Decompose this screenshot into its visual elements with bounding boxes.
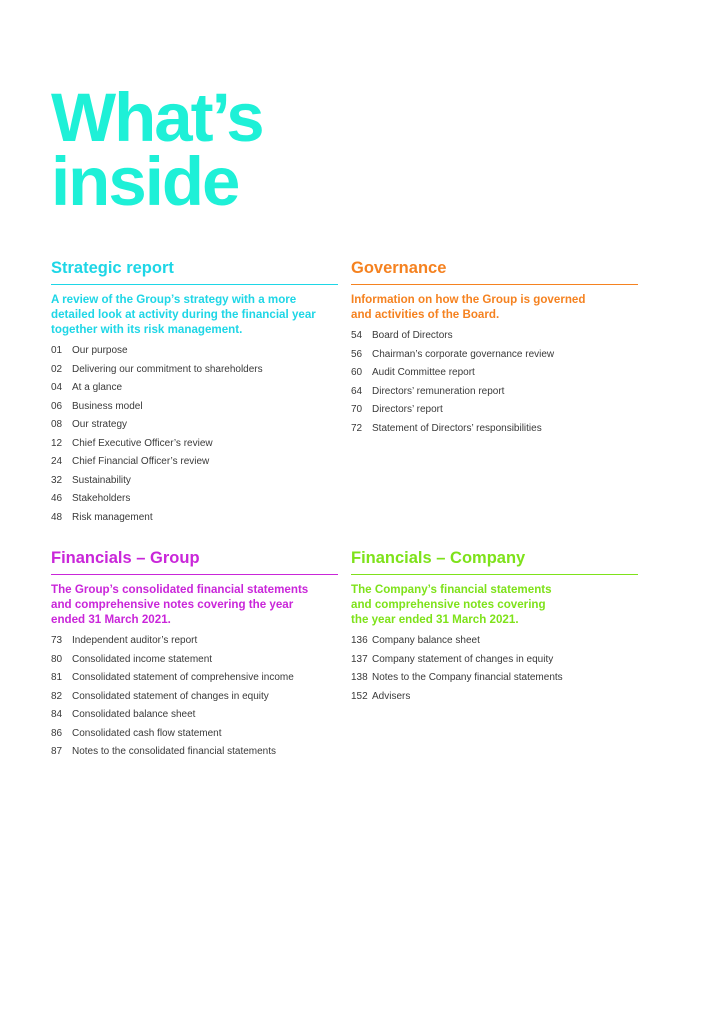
page-title xyxy=(51,79,263,220)
item-label: Company statement of changes in equity xyxy=(372,653,554,665)
item-label: Audit Committee report xyxy=(372,367,475,378)
contents-item[interactable] xyxy=(351,688,638,707)
section-financials-company xyxy=(351,548,638,706)
item-label: Independent auditor’s report xyxy=(72,635,198,646)
item-label: Chairman’s corporate governance review xyxy=(372,348,555,360)
contents-list xyxy=(351,327,638,438)
contents-item[interactable] xyxy=(351,420,638,439)
page-number: 54 xyxy=(351,330,363,341)
page-number: 87 xyxy=(51,746,63,757)
page-number: 138 xyxy=(351,672,368,683)
item-label: Company balance sheet xyxy=(372,635,480,646)
page-number: 48 xyxy=(51,511,63,523)
page-number: 32 xyxy=(51,474,63,486)
contents-item[interactable] xyxy=(51,398,338,417)
item-label: Board of Directors xyxy=(372,330,453,341)
contents-item[interactable] xyxy=(51,688,338,707)
page-number: 70 xyxy=(351,404,363,415)
page-number: 82 xyxy=(51,690,63,702)
page-number: 06 xyxy=(51,400,63,412)
item-label: Business model xyxy=(72,400,143,412)
contents-item[interactable] xyxy=(351,632,638,651)
item-label: Our strategy xyxy=(72,419,128,430)
contents-item[interactable] xyxy=(351,669,638,688)
page-number: 72 xyxy=(351,422,363,434)
page-number: 73 xyxy=(51,635,63,646)
item-label: Statement of Directors’ responsibilities xyxy=(372,422,542,434)
contents-item[interactable] xyxy=(351,651,638,670)
section-intro: The Company’s financial statements and comprehensive notes covering the year ended 31 March 2021. xyxy=(351,583,552,626)
section-intro: Information on how the Group is governed and activities of the Board. xyxy=(351,293,586,321)
page-number: 56 xyxy=(351,348,363,360)
item-label: Chief Financial Officer’s review xyxy=(72,456,210,467)
page-number: 04 xyxy=(51,382,63,393)
item-label: Directors’ remuneration report xyxy=(372,385,505,397)
contents-item[interactable] xyxy=(51,342,338,361)
contents-list xyxy=(51,342,338,527)
item-label: Our purpose xyxy=(72,345,128,356)
page-number: 08 xyxy=(51,419,63,430)
contents-item[interactable] xyxy=(51,743,338,762)
section-heading: Strategic report xyxy=(51,258,338,285)
item-label: Delivering our commitment to shareholders xyxy=(72,363,263,375)
page-number: 01 xyxy=(51,345,63,356)
contents-item[interactable] xyxy=(51,416,338,435)
contents-item[interactable] xyxy=(351,364,638,383)
section-financials-group xyxy=(51,548,338,762)
item-label: Notes to the consolidated financial statements xyxy=(72,746,277,757)
page-number: 81 xyxy=(51,672,63,683)
item-label: Risk management xyxy=(72,511,153,523)
contents-item[interactable] xyxy=(51,453,338,472)
page-number: 80 xyxy=(51,653,63,665)
contents-item[interactable] xyxy=(51,490,338,509)
contents-item[interactable] xyxy=(351,401,638,420)
item-label: At a glance xyxy=(72,382,123,393)
contents-item[interactable] xyxy=(351,327,638,346)
contents-item[interactable] xyxy=(51,632,338,651)
item-label: Stakeholders xyxy=(72,493,131,504)
contents-item[interactable] xyxy=(51,725,338,744)
page-number: 02 xyxy=(51,363,63,375)
contents-item[interactable] xyxy=(51,435,338,454)
page-title-line-2: inside xyxy=(51,143,239,220)
contents-item[interactable] xyxy=(351,383,638,402)
page-number: 86 xyxy=(51,727,63,739)
item-label: Consolidated statement of comprehensive income xyxy=(72,672,294,683)
contents-list xyxy=(351,632,638,706)
contents-item[interactable] xyxy=(51,669,338,688)
contents-item[interactable] xyxy=(51,706,338,725)
section-governance xyxy=(351,258,638,438)
item-label: Sustainability xyxy=(72,474,131,486)
section-intro: The Group’s consolidated financial statements and comprehensive notes covering the year ended 31 March 2021. xyxy=(51,583,309,626)
page-number: 136 xyxy=(351,635,368,646)
section-heading: Financials – Group xyxy=(51,548,338,575)
section-heading: Financials – Company xyxy=(351,548,638,575)
section-strategic-report xyxy=(51,258,338,527)
section-intro: A review of the Group’s strategy with a more detailed look at activity during the financial year together with its risk management. xyxy=(51,293,316,336)
page-number: 64 xyxy=(351,385,363,397)
page-number: 152 xyxy=(351,690,368,702)
contents-list xyxy=(51,632,338,762)
item-label: Directors’ report xyxy=(372,404,443,415)
contents-item[interactable] xyxy=(51,651,338,670)
item-label: Advisers xyxy=(372,690,411,702)
item-label: Chief Executive Officer’s review xyxy=(72,437,213,449)
contents-item[interactable] xyxy=(51,509,338,528)
contents-item[interactable] xyxy=(351,346,638,365)
page-title-line-1: What’s xyxy=(51,79,263,156)
page-number: 84 xyxy=(51,709,63,720)
page-number: 60 xyxy=(351,367,363,378)
contents-item[interactable] xyxy=(51,379,338,398)
item-label: Consolidated statement of changes in equity xyxy=(72,690,269,702)
page-number: 137 xyxy=(351,653,368,665)
page-number: 46 xyxy=(51,493,63,504)
item-label: Consolidated balance sheet xyxy=(72,709,196,720)
item-label: Consolidated income statement xyxy=(72,653,213,665)
page-number: 24 xyxy=(51,456,63,467)
contents-item[interactable] xyxy=(51,472,338,491)
contents-item[interactable] xyxy=(51,361,338,380)
page-number: 12 xyxy=(51,437,63,449)
item-label: Consolidated cash flow statement xyxy=(72,727,222,739)
section-heading: Governance xyxy=(351,258,638,285)
item-label: Notes to the Company financial statements xyxy=(372,672,563,683)
